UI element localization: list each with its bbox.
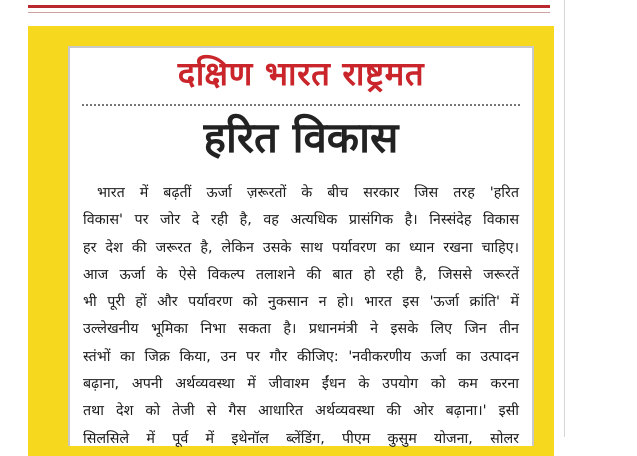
- body-line: स्तंभों का जिक्र किया, उन पर गौर कीजिए: 'नवीकरणीय ऊर्जा का उत्पादन: [83, 348, 519, 365]
- body-line: भी पूरी हों और पर्यावरण को नुकसान न हो। भारत इस 'ऊर्जा क्रांति' में: [83, 294, 519, 311]
- article-body: [83, 180, 519, 453]
- article-headline: हरित विकास: [203, 113, 399, 162]
- editorial-card: [68, 46, 534, 446]
- top-rule: [28, 5, 550, 8]
- body-line: भारत में बढ़तीं ऊर्जा ज़रूरतों के बीच सरकार जिस तरह 'हरित: [97, 185, 519, 201]
- dotted-divider: [82, 104, 520, 106]
- top-thin-rule: [28, 12, 550, 13]
- body-line: उल्लेखनीय भूमिका निभा सकता है। प्रधानमंत्री ने इसके लिए जिन तीन: [83, 321, 519, 338]
- body-line: सिलसिले में पूर्व में इथेनॉल ब्लेंडिंग, पीएम कुसुम योजना, सोलर: [83, 430, 519, 447]
- body-line: तथा देश को तेजी से गैस आधारित अर्थव्यवस्था की ओर बढ़ाना।' इसी: [83, 403, 519, 420]
- column-separator: [564, 0, 565, 437]
- newspaper-masthead: दक्षिण भारत राष्ट्रमत: [177, 54, 425, 93]
- body-line: विकास' पर जोर दे रही है, वह अत्यधिक प्रासंगिक है। निस्संदेह विकास: [83, 212, 519, 229]
- body-line: हर देश की जरूरत है, लेकिन उसके साथ पर्यावरण का ध्यान रखना चाहिए।: [83, 239, 519, 256]
- body-line: बढ़ाना, अपनी अर्थव्यवस्था में जीवाश्म ईंधन के उपयोग को कम करना: [83, 376, 519, 393]
- body-line: आज ऊर्जा के ऐसे विकल्प तलाशने की बात हो रही है, जिससे जरूरतें: [83, 266, 519, 283]
